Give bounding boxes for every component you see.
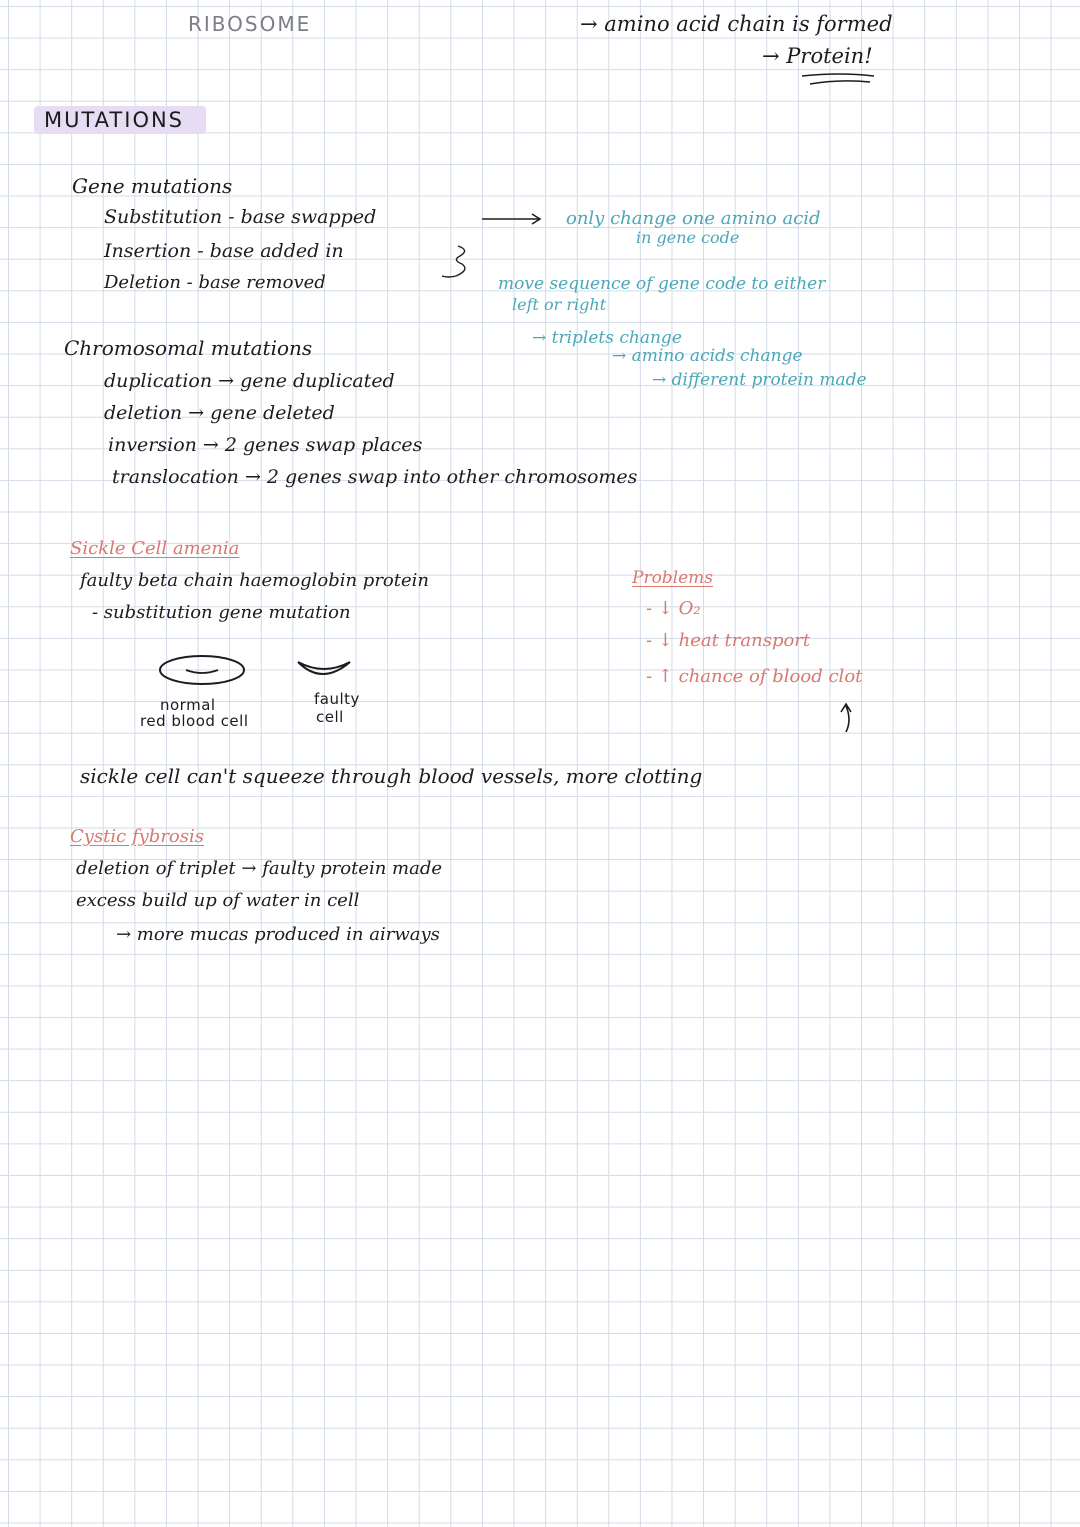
amino-acids-change: → amino acids change: [612, 346, 803, 366]
sickle-line1: faulty beta chain haemoglobin protein: [80, 570, 429, 591]
translocation-row: translocation → 2 genes swap into other chromosomes: [112, 466, 638, 488]
sickle-cell-title: Sickle Cell amenia: [70, 538, 240, 559]
chromosomal-title: Chromosomal mutations: [64, 336, 313, 360]
insertion-deletion-brace: [440, 242, 470, 282]
different-protein-made: → different protein made: [652, 370, 867, 390]
sub-note-line2: in gene code: [636, 228, 740, 247]
cystic-line3: → more mucas produced in airways: [116, 924, 440, 945]
inversion-row: inversion → 2 genes swap places: [108, 434, 423, 456]
ribosome-label: RIBOSOME: [188, 12, 312, 36]
shift-note-line1: move sequence of gene code to either: [498, 274, 826, 294]
sub-note-line1: only change one amino acid: [566, 208, 821, 229]
cystic-fibrosis-title: Cystic fybrosis: [70, 826, 204, 847]
gene-mutations-title: Gene mutations: [72, 174, 233, 198]
cystic-line2: excess build up of water in cell: [76, 890, 360, 911]
clot-up-arrow: [838, 700, 858, 736]
protein-note: → Protein!: [762, 44, 873, 68]
protein-double-underline: [800, 70, 880, 90]
deletion-row: Deletion - base removed: [104, 272, 326, 293]
normal-red-blood-cell-drawing: [156, 652, 256, 692]
problem-heat-transport: - ↓ heat transport: [646, 630, 811, 651]
sickle-squeeze-note: sickle cell can't squeeze through blood vessels, more clotting: [80, 764, 703, 788]
problem-blood-clot: - ↑ chance of blood clot: [646, 666, 863, 687]
insertion-row: Insertion - base added in: [104, 240, 344, 262]
mutations-heading: MUTATIONS: [44, 108, 185, 132]
duplication-row: duplication → gene duplicated: [104, 370, 395, 392]
sickle-line2: - substitution gene mutation: [92, 602, 351, 623]
shift-note-line2: left or right: [512, 295, 607, 314]
cystic-line1: deletion of triplet → faulty protein made: [76, 858, 442, 879]
problem-oxygen: - ↓ O₂: [646, 598, 701, 619]
substitution-arrow: [480, 212, 550, 226]
problems-title: Problems: [632, 568, 714, 588]
faulty-label-line2: cell: [316, 708, 344, 726]
amino-chain-note: → amino acid chain is formed: [580, 12, 893, 36]
normal-label-line2: red blood cell: [140, 712, 249, 730]
faulty-label-line1: faulty: [314, 690, 360, 708]
normal-label-line1: normal: [160, 696, 216, 714]
triplets-change: → triplets change: [532, 328, 682, 348]
substitution-row: Substitution - base swapped: [104, 206, 377, 228]
chromosome-deletion-row: deletion → gene deleted: [104, 402, 335, 424]
